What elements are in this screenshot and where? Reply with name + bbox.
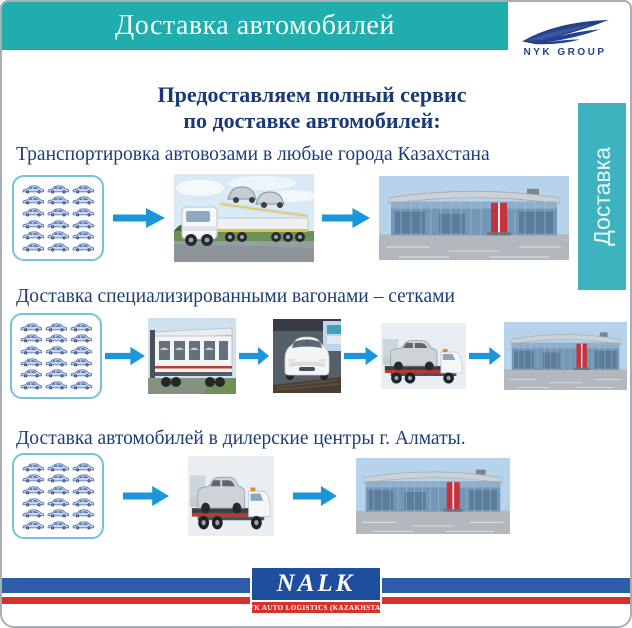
car-icon xyxy=(46,242,70,252)
section-2-flow xyxy=(10,314,627,398)
car-icon xyxy=(46,219,70,229)
car-icon xyxy=(71,207,95,217)
section-3-flow xyxy=(12,452,510,540)
car-icon xyxy=(69,322,93,332)
nalk-logo-box xyxy=(250,566,382,602)
arrow-right-icon xyxy=(113,207,165,229)
car-icon xyxy=(44,322,68,332)
car-icon xyxy=(44,380,68,390)
section-1-flow xyxy=(12,170,569,266)
car-icon xyxy=(46,508,70,518)
car-icon xyxy=(19,368,43,378)
car-icon xyxy=(21,184,45,194)
car-icon xyxy=(21,473,45,483)
car-icon xyxy=(71,184,95,194)
car-icon xyxy=(71,508,95,518)
nyk-group-logo-text: NYK GROUP xyxy=(523,47,607,58)
side-tab-label: Доставка xyxy=(588,147,615,246)
arrow-right-icon xyxy=(344,346,378,366)
car-icon xyxy=(46,195,70,205)
nalk-logo-band xyxy=(243,602,389,615)
wing-swoosh-icon xyxy=(517,18,613,46)
intro-line-2: по доставке автомобилей: xyxy=(183,108,441,133)
car-icon xyxy=(44,345,68,355)
car-icon xyxy=(44,333,68,343)
car-icon xyxy=(71,230,95,240)
car-icon xyxy=(21,508,45,518)
car-icon xyxy=(71,242,95,252)
tow-truck-photo xyxy=(188,456,274,536)
nalk-logo-text: NALK xyxy=(276,570,356,597)
arrow-right-icon xyxy=(322,207,370,229)
car-icon xyxy=(46,184,70,194)
section-1-title: Транспортировка автовозами в любые города Казахстана xyxy=(16,144,490,165)
car-icon xyxy=(46,473,70,483)
car-icon xyxy=(69,357,93,367)
dealership-building-photo xyxy=(379,176,569,260)
car-icon xyxy=(71,497,95,507)
car-icon xyxy=(71,219,95,229)
car-icon xyxy=(71,462,95,472)
nyk-group-logo xyxy=(510,18,620,58)
car-icon xyxy=(21,462,45,472)
car-unloading-photo xyxy=(273,319,341,393)
car-icon xyxy=(71,485,95,495)
car-icon xyxy=(21,242,45,252)
car-icon xyxy=(69,368,93,378)
car-icon xyxy=(19,333,43,343)
arrow-right-icon xyxy=(105,346,145,366)
arrow-right-icon xyxy=(239,346,269,366)
side-tab-delivery xyxy=(578,103,626,290)
section-2-title: Доставка специализированными вагонами – сетками xyxy=(16,286,455,307)
car-icon xyxy=(44,357,68,367)
car-icon xyxy=(21,485,45,495)
car-icon xyxy=(19,380,43,390)
car-icon xyxy=(21,520,45,530)
nalk-logo xyxy=(243,566,389,615)
section-3-title: Доставка автомобилей в дилерские центры г. Алматы. xyxy=(16,428,466,449)
car-icon xyxy=(71,195,95,205)
car-icon xyxy=(21,497,45,507)
dealership-building-photo xyxy=(356,458,510,534)
car-icon xyxy=(46,485,70,495)
car-icon xyxy=(46,520,70,530)
intro-line-1: Предоставляем полный сервис xyxy=(157,82,467,107)
car-icon xyxy=(21,195,45,205)
car-icon xyxy=(69,345,93,355)
car-icon xyxy=(44,368,68,378)
car-stock-grid xyxy=(12,453,104,539)
car-transporter-truck-photo xyxy=(174,174,314,262)
car-stock-grid xyxy=(12,175,104,261)
car-icon xyxy=(46,230,70,240)
header-bar xyxy=(2,2,508,50)
tow-truck-photo xyxy=(381,323,466,389)
car-icon xyxy=(19,345,43,355)
car-icon xyxy=(69,380,93,390)
car-icon xyxy=(69,333,93,343)
car-icon xyxy=(21,207,45,217)
rail-wagon-photo xyxy=(148,318,236,394)
car-icon xyxy=(21,219,45,229)
arrow-right-icon xyxy=(123,485,169,507)
dealership-building-photo xyxy=(504,322,627,390)
arrow-right-icon xyxy=(469,346,501,366)
page-title: Доставка автомобилей xyxy=(115,10,395,41)
car-icon xyxy=(21,230,45,240)
car-icon xyxy=(46,462,70,472)
car-icon xyxy=(71,520,95,530)
car-stock-grid xyxy=(10,313,102,399)
nalk-logo-subtext: NYK AUTO LOGISTICS (KAZAKHSTAN) xyxy=(243,603,389,612)
arrow-right-icon xyxy=(293,485,337,507)
car-icon xyxy=(71,473,95,483)
car-icon xyxy=(46,207,70,217)
intro-heading xyxy=(42,82,582,134)
car-icon xyxy=(46,497,70,507)
car-icon xyxy=(19,357,43,367)
car-icon xyxy=(19,322,43,332)
